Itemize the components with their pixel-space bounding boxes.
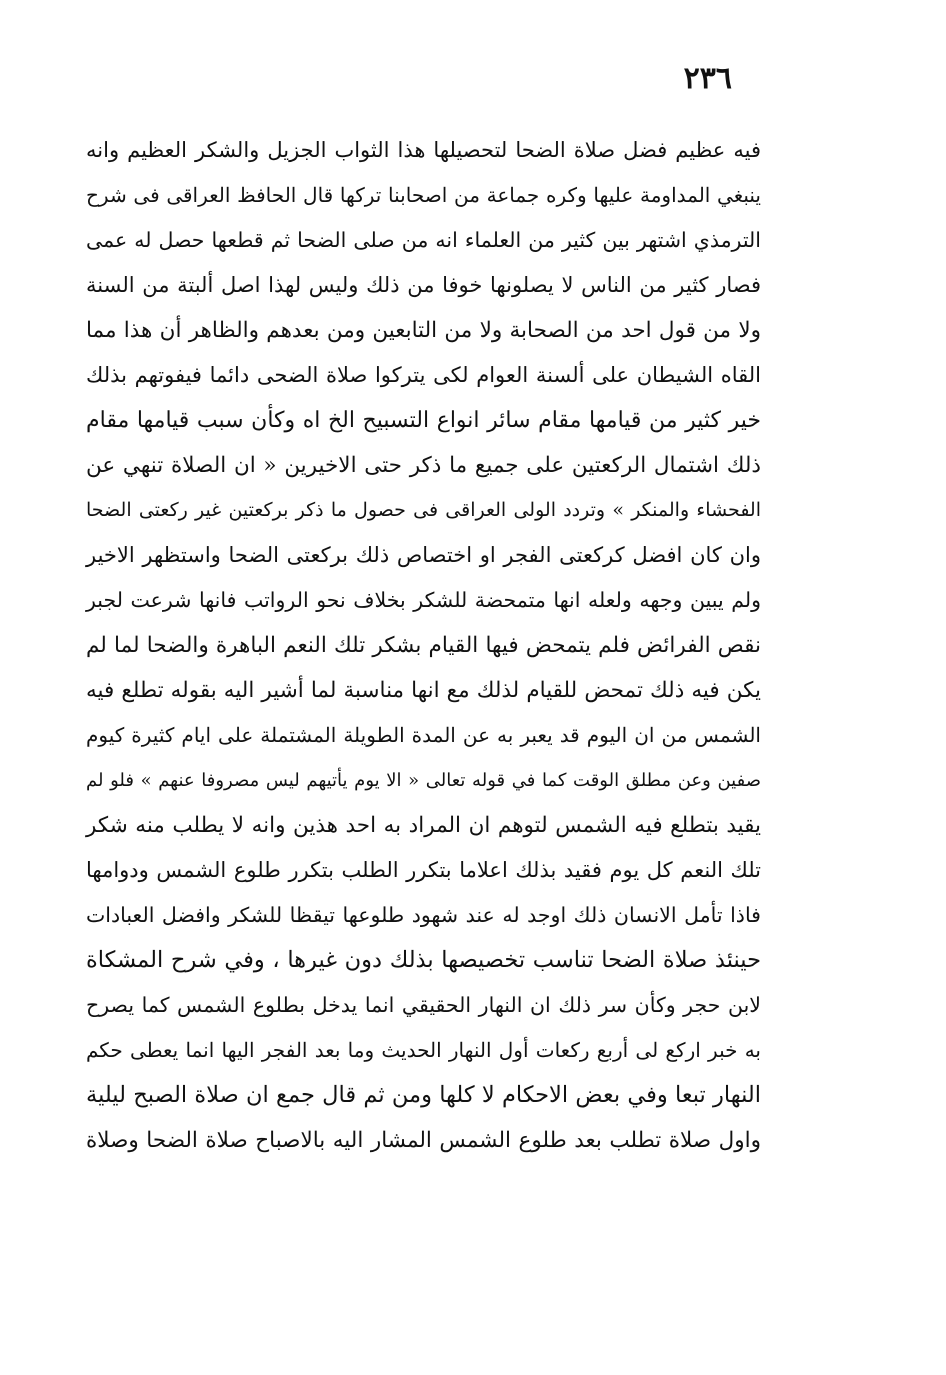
page-number: ٢٣٦: [683, 61, 732, 96]
text-line: لابن حجر وكأن سر ذلك ان النهار الحقيقي انما يدخل بطلوع الشمس كما يصرح: [86, 993, 761, 1017]
text-line: فاذا تأمل الانسان ذلك اوجد له عند شهود طلوعها تيقظا للشكر وافضل العبادات: [86, 903, 761, 927]
text-body: [86, 128, 761, 1163]
text-line: الفحشاء والمنكر » وتردد الولى العراقى فى حصول ما ذكر بركعتين غير ركعتى الضحا: [86, 499, 761, 521]
text-line: وان كان افضل كركعتى الفجر او اختصاص ذلك بركعتى الضحا واستظهر الاخير: [86, 543, 761, 567]
text-line: ولم يبين وجهه ولعله انها متمحضة للشكر بخلاف نحو الرواتب فانها شرعت لجبر: [86, 588, 761, 612]
text-line: واول صلاة تطلب بعد طلوع الشمس المشار اليه بالاصباح صلاة الضحا وصلاة: [86, 1128, 761, 1153]
text-line: النهار تبعا وفي بعض الاحكام لا كلها ومن ثم قال جمع ان صلاة الصبح ليلية: [86, 1082, 761, 1108]
text-line: يكن فيه ذلك تمحض للقيام لذلك مع انها مناسبة لما أشير اليه بقوله تطلع فيه: [86, 678, 761, 703]
text-line: خير كثير من قيامها مقام سائر انواع التسبيح الخ اه وكأن سبب قيامها مقام: [86, 408, 761, 433]
text-line: صفين وعن مطلق الوقت كما في قوله تعالى « الا يوم يأتيهم ليس مصروفا عنهم » فلو لم: [86, 770, 761, 791]
text-line: فيه عظيم فضل صلاة الضحا لتحصيلها هذا الثواب الجزيل والشكر العظيم وانه: [86, 138, 761, 162]
text-line: ذلك اشتمال الركعتين على جميع ما ذكر حتى الاخيرين « ان الصلاة تنهي عن: [86, 453, 761, 478]
text-line: الترمذي اشتهر بين كثير من العلماء انه من صلى الضحا ثم قطعها حصل له عمى: [86, 228, 761, 252]
text-line: حينئذ صلاة الضحا تناسب تخصيصها بذلك دون غيرها ، وفي شرح المشكاة: [86, 947, 761, 973]
text-line: يقيد بتطلع فيه الشمس لتوهم ان المراد به احد هذين وانه لا يطلب منه شكر: [86, 813, 761, 838]
text-line: الشمس من ان اليوم قد يعبر به عن المدة الطويلة المشتملة على ايام كثيرة كيوم: [86, 723, 761, 747]
text-line: ولا من قول احد من الصحابة ولا من التابعين ومن بعدهم والظاهر أن هذا مما: [86, 318, 761, 343]
text-line: به خبر اركع لى أربع ركعات أول النهار الحديث وما بعد الفجر اليها انما يعطى حكم: [86, 1038, 761, 1062]
text-line: ينبغي المداومة عليها وكره جماعة من اصحابنا تركها قال الحافظ العراقى فى شرح: [86, 183, 761, 207]
text-line: نقص الفرائض فلم يتمحض فيها القيام بشكر تلك النعم الباهرة والضحا لما لم: [86, 633, 761, 658]
text-line: القاه الشيطان على ألسنة العوام لكى يتركوا صلاة الضحى دائما فيفوتهم بذلك: [86, 363, 761, 387]
text-line: تلك النعم كل يوم فقيد بذلك اعلاما بتكرر الطلب بتكرر طلوع الشمس ودوامها: [86, 858, 761, 882]
text-line: فصار كثير من الناس لا يصلونها خوفا من ذلك وليس لهذا اصل ألبتة من السنة: [86, 273, 761, 297]
